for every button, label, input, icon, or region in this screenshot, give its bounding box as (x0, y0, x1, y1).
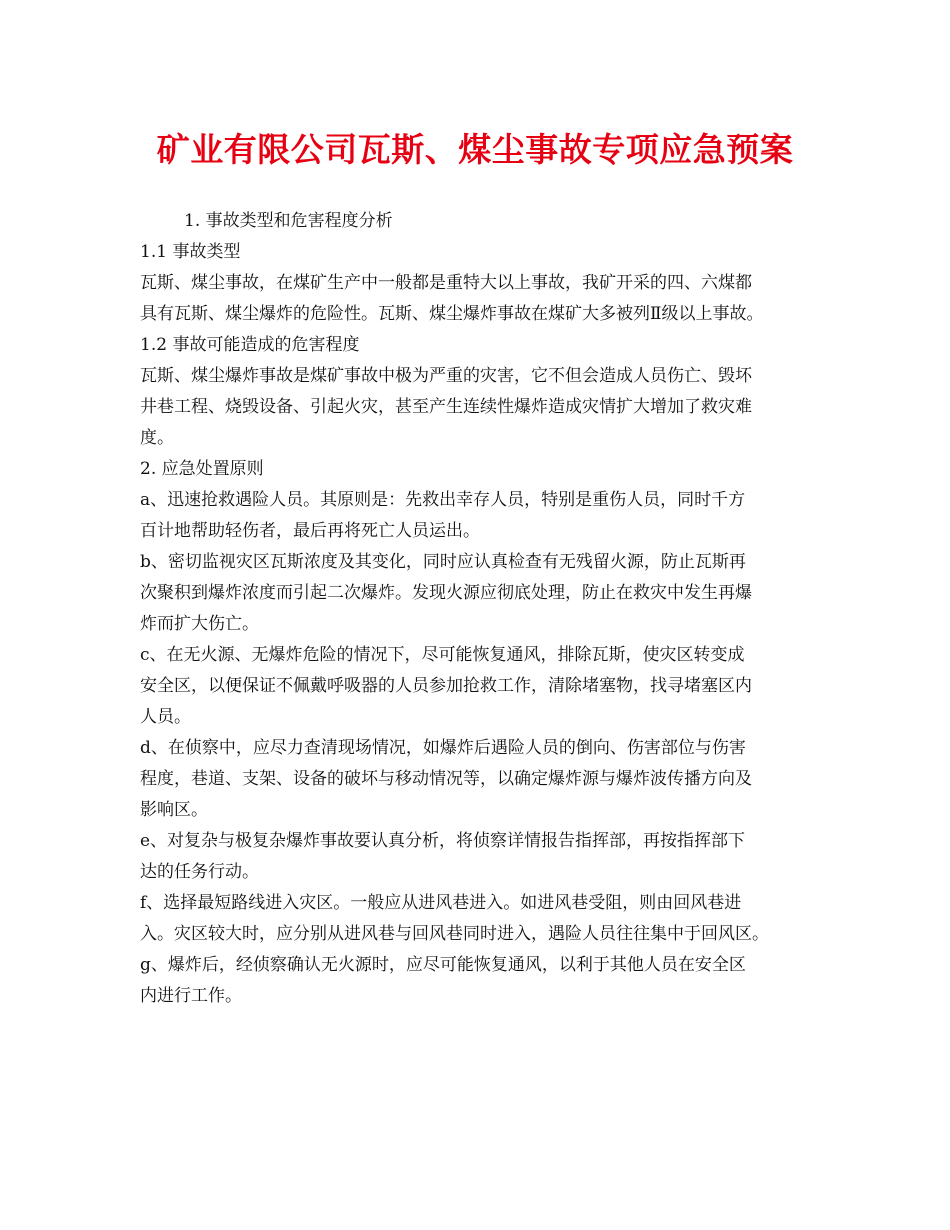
body-line: 安全区，以便保证不佩戴呼吸器的人员参加抢救工作，清除堵塞物，找寻堵塞区内 (140, 676, 752, 696)
section-heading-1: 1. 事故类型和危害程度分析 (184, 211, 393, 231)
list-item-e: e、对复杂与极复杂爆炸事故要认真分析，将侦察详情报告指挥部，再按指挥部下 (140, 831, 746, 851)
body-line: 影响区。 (140, 800, 208, 820)
body-line: 内进行工作。 (140, 986, 242, 1006)
document-title: 矿业有限公司瓦斯、煤尘事故专项应急预案 (156, 130, 794, 169)
list-item-f: f、选择最短路线进入灾区。一般应从进风巷进入。如进风巷受阻，则由回风巷进 (140, 893, 742, 913)
list-item-c: c、在无火源、无爆炸危险的情况下，尽可能恢复通风，排除瓦斯，使灾区转变成 (140, 645, 745, 665)
subsection-heading-1-1: 1.1 事故类型 (140, 242, 241, 262)
body-line: 度。 (140, 428, 174, 448)
body-line: 人员。 (140, 707, 191, 727)
subsection-heading-1-2: 1.2 事故可能造成的危害程度 (140, 335, 360, 355)
body-line: 次聚积到爆炸浓度而引起二次爆炸。发现火源应彻底处理，防止在救灾中发生再爆 (140, 583, 752, 603)
section-heading-2: 2. 应急处置原则 (140, 459, 264, 479)
body-line: 程度，巷道、支架、设备的破坏与移动情况等，以确定爆炸源与爆炸波传播方向及 (140, 769, 752, 789)
body-line: 瓦斯、煤尘事故，在煤矿生产中一般都是重特大以上事故，我矿开采的四、六煤都 (140, 273, 752, 293)
body-line: 炸而扩大伤亡。 (140, 614, 259, 634)
document-body (140, 206, 825, 1012)
body-line: 百计地帮助轻伤者，最后再将死亡人员运出。 (140, 521, 480, 541)
list-item-a: a、迅速抢救遇险人员。其原则是：先救出幸存人员，特别是重伤人员，同时千方 (140, 490, 746, 510)
body-line: 具有瓦斯、煤尘爆炸的危险性。瓦斯、煤尘爆炸事故在煤矿大多被列Ⅱ级以上事故。 (140, 304, 764, 324)
body-line: 达的任务行动。 (140, 862, 259, 882)
list-item-b: b、密切监视灾区瓦斯浓度及其变化，同时应认真检查有无残留火源，防止瓦斯再 (140, 552, 746, 572)
list-item-g: g、爆炸后，经侦察确认无火源时，应尽可能恢复通风，以利于其他人员在安全区 (140, 955, 746, 975)
body-line: 井巷工程、烧毁设备、引起火灾，甚至产生连续性爆炸造成灾情扩大增加了救灾难 (140, 397, 752, 417)
body-line: 瓦斯、煤尘爆炸事故是煤矿事故中极为严重的灾害，它不但会造成人员伤亡、毁坏 (140, 366, 752, 386)
list-item-d: d、在侦察中，应尽力查清现场情况，如爆炸后遇险人员的倒向、伤害部位与伤害 (140, 738, 746, 758)
body-line: 入。灾区较大时，应分别从进风巷与回风巷同时进入，遇险人员往往集中于回风区。 (140, 924, 769, 944)
